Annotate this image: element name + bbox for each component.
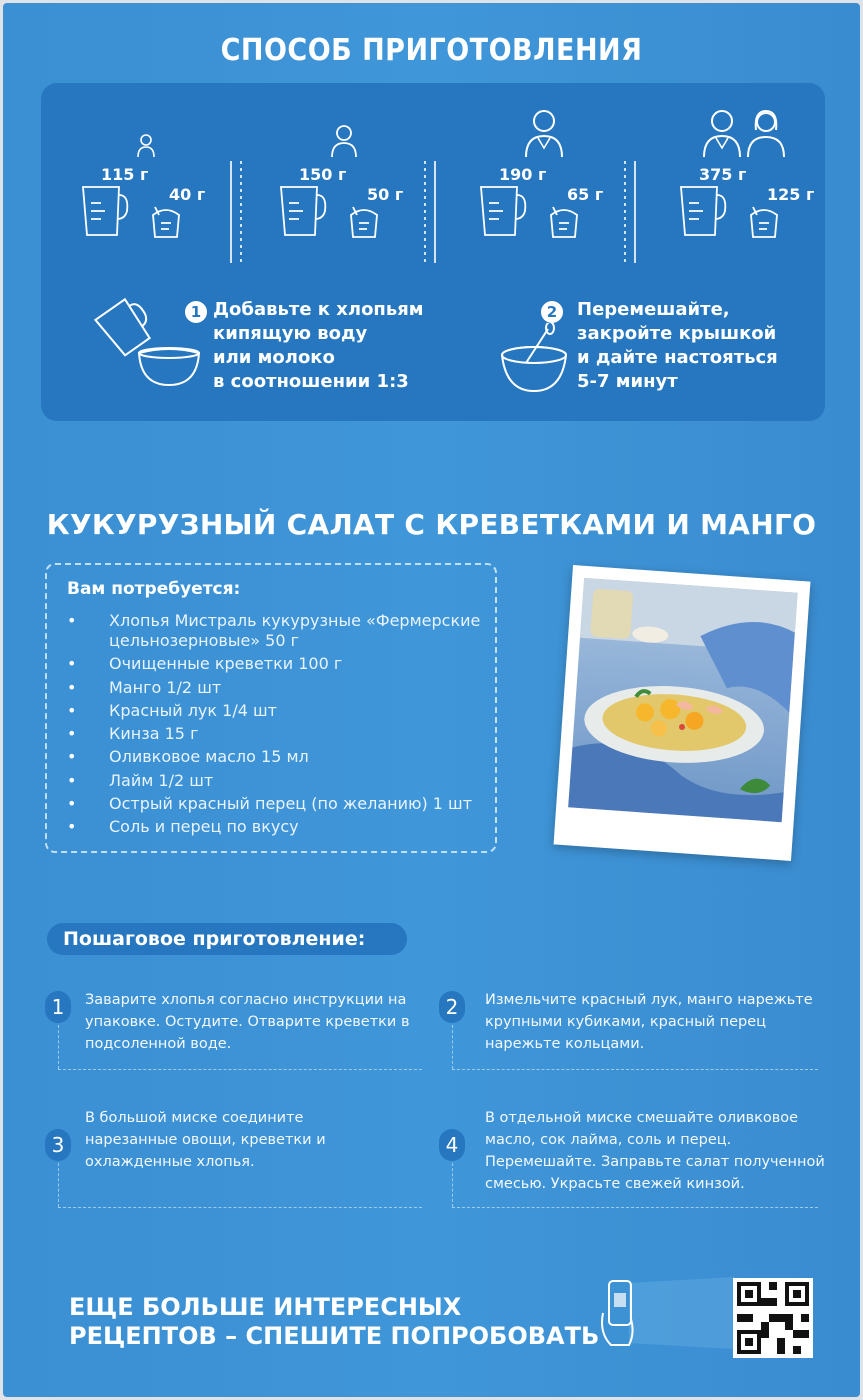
flakes-amount: 65 г [567,185,604,204]
water-amount: 150 г [299,165,347,184]
stepwise-heading: Пошаговое приготовление: [47,923,407,955]
list-item: • Красный лук 1/4 шт [67,701,487,721]
step-number-1: 1 [45,991,71,1023]
ingredients-heading: Вам потребуется: [67,579,241,599]
water-amount: 115 г [101,165,149,184]
page-title: СПОСОБ ПРИГОТОВЛЕНИЯ [220,33,643,68]
mix-bowl-icon [496,323,576,398]
step-border [452,1069,818,1070]
step-border [58,1163,59,1207]
step-2-text: Перемешайте, закройте крышкой и дайте настояться 5-7 минут [577,299,778,392]
list-item: • Кинза 15 г [67,724,487,744]
list-item: • Соль и перец по вкусу [67,817,487,837]
footer-text: ЕЩЕ БОЛЬШЕ ИНТЕРЕСНЫХ РЕЦЕПТОВ – СПЕШИТЕ ПОПРОБОВАТЬ [69,1293,600,1350]
step-1-number: 1 [185,301,207,323]
recipe-page [3,3,860,1397]
recipe-title: КУКУРУЗНЫЙ САЛАТ С КРЕВЕТКАМИ И МАНГО [46,508,817,541]
ingredients-box [45,563,497,853]
qr-code[interactable] [733,1278,813,1358]
step-number-2: 2 [439,991,465,1023]
ingredients-list [67,611,487,841]
step-border [58,1207,422,1208]
step-1-text: Добавьте к хлопьям кипящую воду или молоко в соотношении 1:3 [213,299,424,392]
step-text-2: Измельчите красный лук, манго нарежьте крупными кубиками, красный перец нарежьте кольцами. [485,992,813,1052]
step-text-1: Заварите хлопья согласно инструкции на упаковке. Остудите. Отварите креветки в подсоленной воде. [85,992,410,1052]
water-amount: 190 г [499,165,547,184]
step-text-4: В отдельной миске смешайте оливковое масло, сок лайма, соль и перец. Перемешайте. Заправьте салат полученной смесью. Украсьте свежей кинзой. [485,1110,825,1192]
salad-plate-image [568,578,798,822]
step-border [452,1163,453,1207]
measuring-cups-icon [41,83,825,283]
step-border [58,1069,422,1070]
list-item: • Острый красный перец (по желанию) 1 шт [67,794,487,814]
step-number-4: 4 [439,1129,465,1161]
flakes-amount: 40 г [169,185,206,204]
list-item: • Очищенные креветки 100 г [67,654,487,674]
list-item: • Манго 1/2 шт [67,678,487,698]
list-item: • Лайм 1/2 шт [67,771,487,791]
step-border [452,1207,818,1208]
list-item: • Хлопья Мистраль кукурузные «Фермерские цельнозерновые» 50 г [67,611,487,651]
preparation-panel [41,83,825,421]
step-2-number: 2 [541,301,563,323]
flakes-amount: 125 г [767,185,815,204]
list-item: • Оливковое масло 15 мл [67,747,487,767]
step-border [452,1025,453,1069]
flakes-amount: 50 г [367,185,404,204]
step-border [58,1025,59,1069]
salad-photo [554,565,811,861]
phone-scan-icon [595,1273,735,1353]
step-number-3: 3 [45,1129,71,1161]
step-text-3: В большой миске соедините нарезанные овощи, креветки и охлажденные хлопья. [85,1110,326,1170]
water-amount: 375 г [699,165,747,184]
